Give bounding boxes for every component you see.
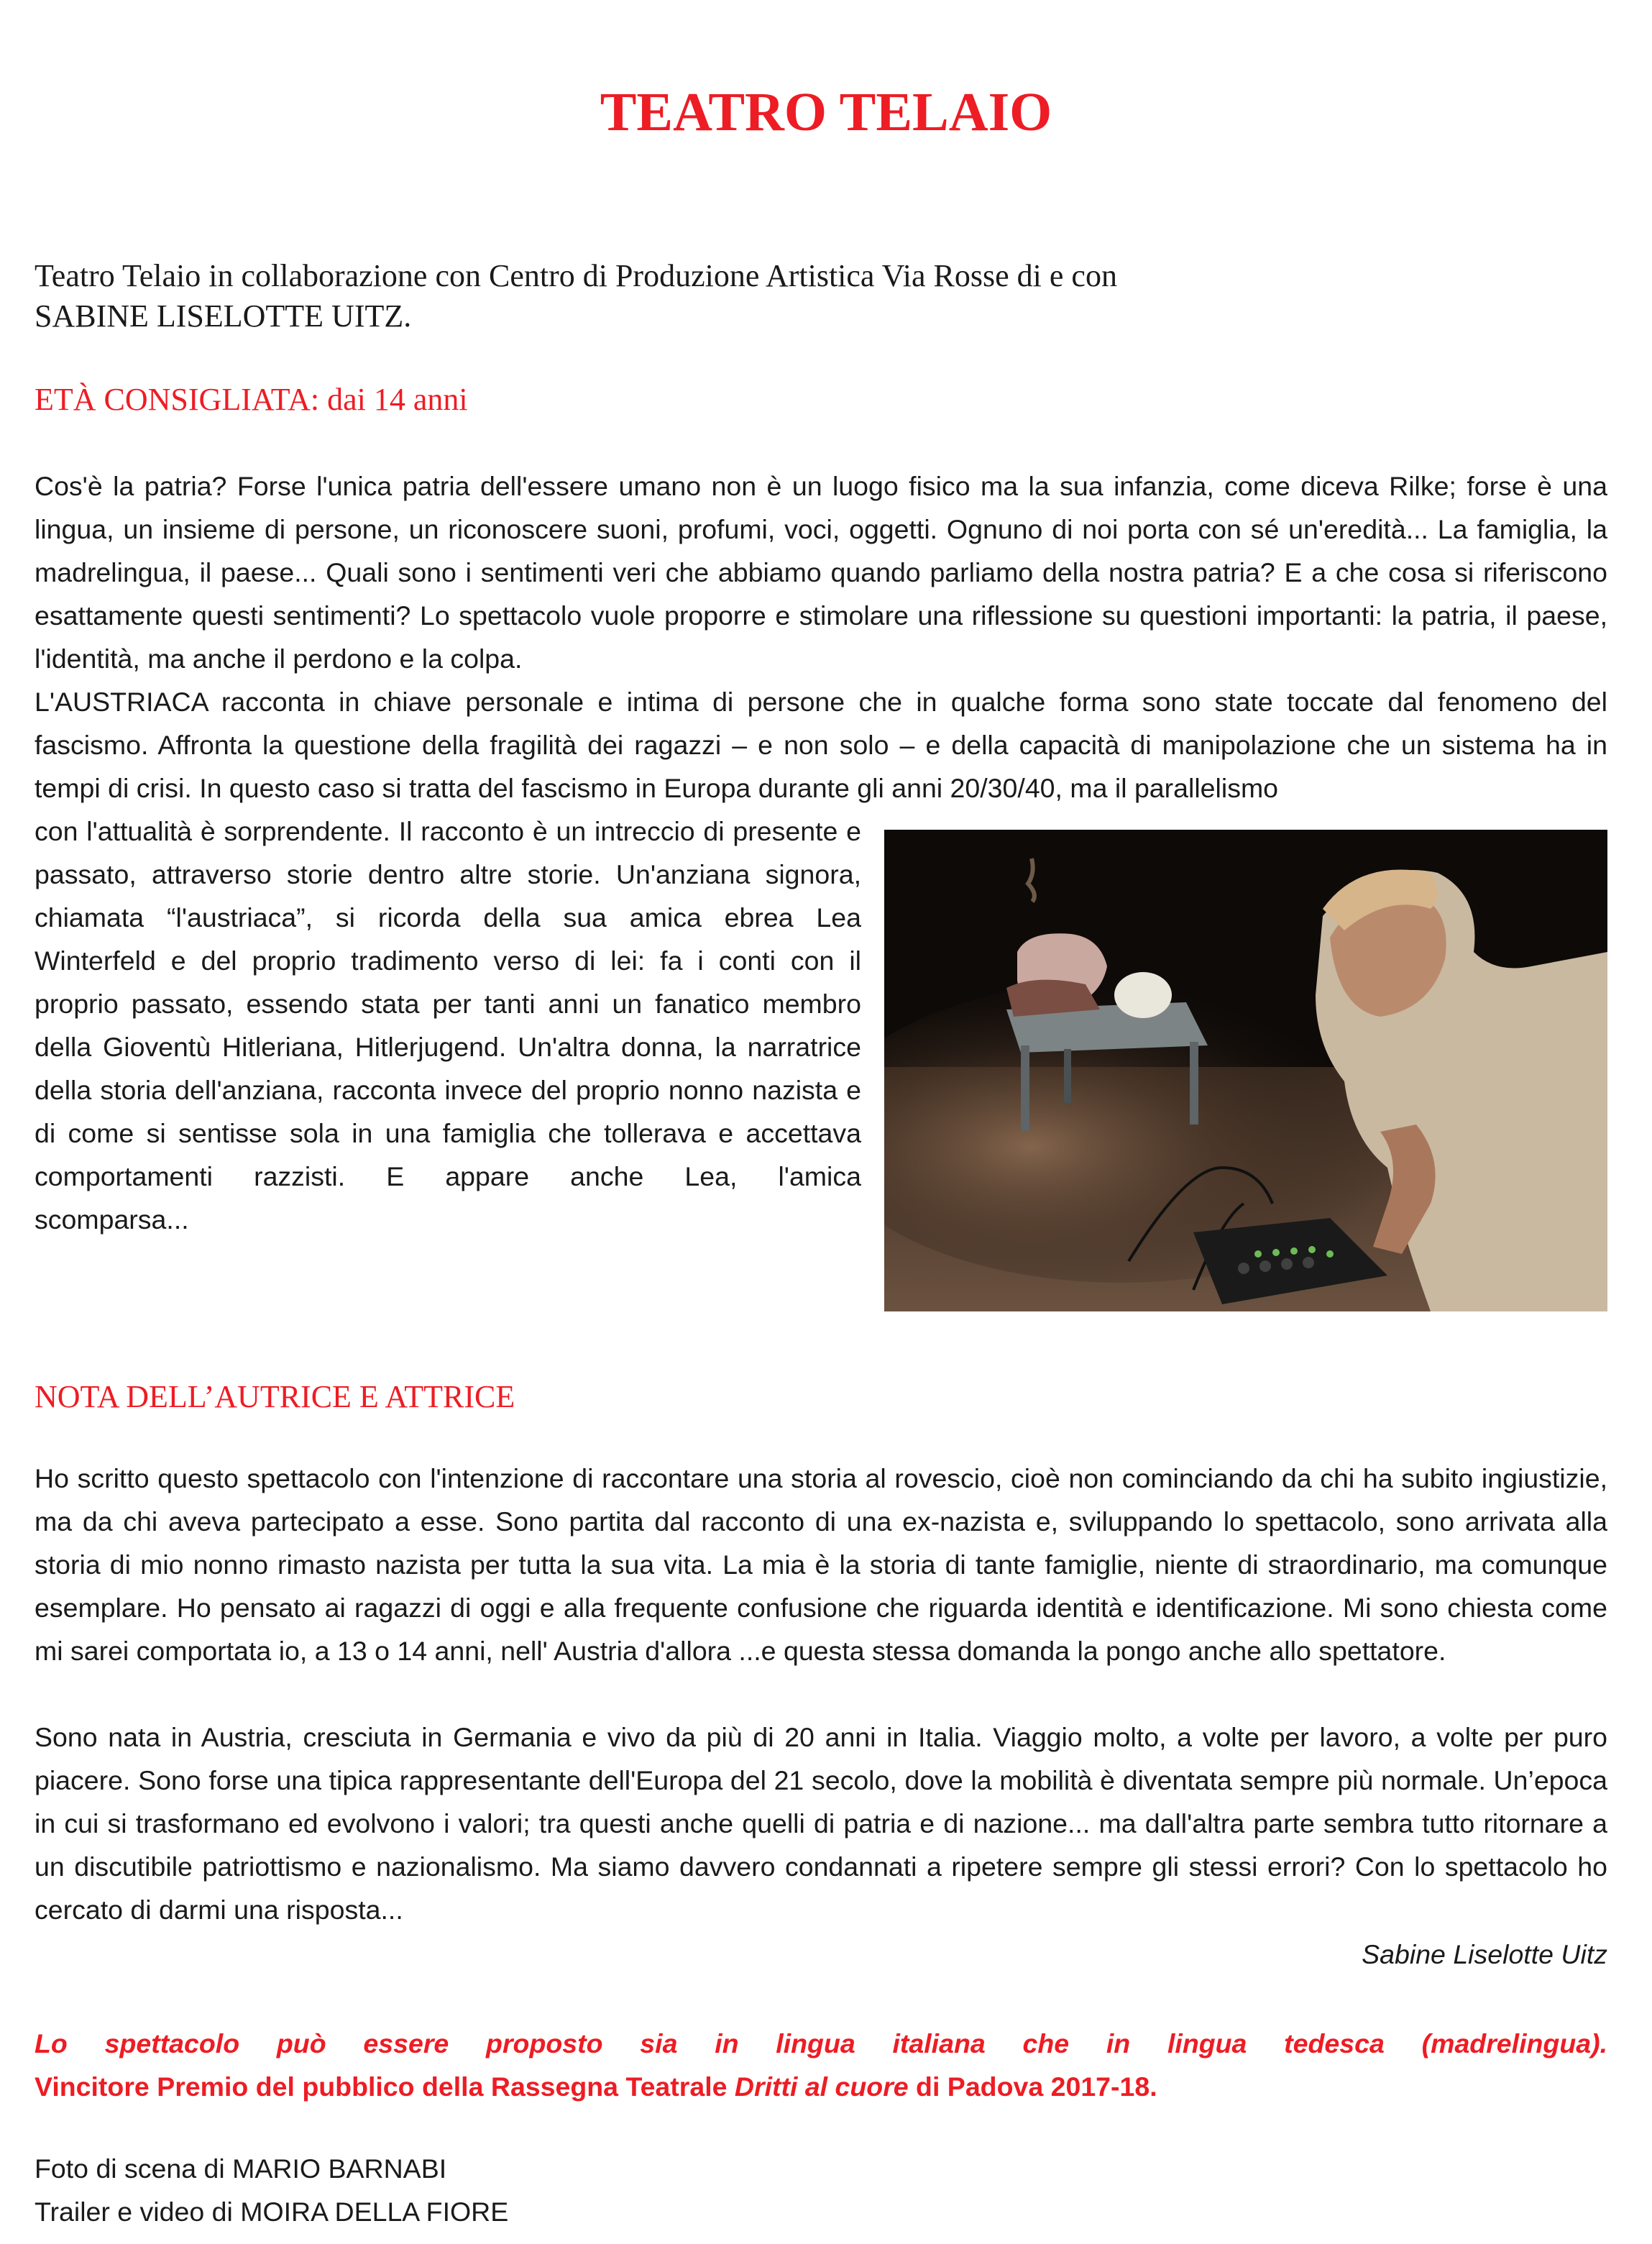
promo-award-festival: Dritti al cuore [734,2071,909,2102]
credits [35,2147,508,2233]
promo-award-line [35,2065,1607,2108]
credit-video: Trailer e video di MOIRA DELLA FIORE [35,2197,509,2227]
paragraph-austriaca: L'AUSTRIACA racconta in chiave personale e intima di persone che in qualche forma sono state toccate dal fenomeno del fascismo. Affronta la questione della fragilità dei ragazzi – e non solo – e della capacità di manipolazione che un sistema ha in tempi di crisi. In questo caso si tratta del fascismo in Europa durante gli anni 20/30/40, ma il parallelismo [35,687,1607,803]
paragraph-patria: Cos'è la patria? Forse l'unica patria dell'essere umano non è un luogo fisico ma la sua infanzia, come diceva Rilke; forse è una lingua, un insieme di persone, un riconoscere suoni, profumi, voci, oggetti. Ognuno di noi porta con sé un'eredità... La famiglia, la madrelingua, il paese... Quali sono i sentimenti veri che abbiamo quando parliamo della nostra patria? E a che cosa si riferiscono esattamente questi sentimenti? Lo spettacolo vuole proporre e stimolare una riflessione su questioni importanti: la patria, il paese, l'identità, ma anche il perdono e la colpa. [35,471,1607,674]
author-signature: Sabine Liselotte Uitz [1362,1939,1607,1969]
stage-photo-illustration [884,830,1607,1311]
nota-heading: NOTA DELL’AUTRICE E ATTRICE [35,1379,515,1414]
stage-photo [884,830,1607,1311]
paragraph-racconto-last-line: scomparsa... [35,1204,189,1235]
age-recommendation: ETÀ CONSIGLIATA: dai 14 anni [35,382,468,417]
nota-paragraph-2: Sono nata in Austria, cresciuta in Germania e vivo da più di 20 anni in Italia. Viaggio molto, a volte per lavoro, a volte per puro piacere. Sono forse una tipica rappresentante dell'Europa del 21 secolo, dove la mobilità è diventata sempre più normale. Un’epoca in cui si trasformano ed evolvono i valori; tra questi anche quelli di patria e di nazione... ma dall'altra parte sembra tutto ritornare a un discutibile patriottismo e nazionalismo. Ma siamo davvero condannati a ripetere sempre gli stessi errori? Con lo spettacolo ho cercato di darmi una risposta... [35,1722,1607,1925]
credit-photo: Foto di scena di MARIO BARNABI [35,2153,447,2184]
nota-paragraph-1: Ho scritto questo spettacolo con l'intenzione di raccontare una storia al rovescio, cioè non cominciando da chi ha subito ingiustizie, ma da chi aveva partecipato a esse. Sono partita dal racconto di una ex-nazista e, sviluppando lo spettacolo, sono arrivata alla storia di mio nonno rimasto nazista per tutta la sua vita. La mia è la storia di tante famiglie, niente di straordinario, ma comunque esemplare. Ho pensato ai ragazzi di oggi e alla frequente confusione che riguarda identità e identificazione. Mi sono chiesta come mi sarei comportata io, a 13 o 14 anni, nell' Austria d'allora ...e questa stessa domanda la pongo anche allo spettatore. [35,1463,1607,1666]
promo-award-place: di Padova 2017-18. [908,2071,1157,2102]
promo-award-text: Vincitore Premio del pubblico della Rassegna Teatrale [35,2071,735,2102]
promo-language-line: Lo spettacolo può essere proposto sia in lingua italiana che in lingua tedesca (madrelingua). [35,2028,1607,2058]
promo-block [35,2022,1607,2108]
page-title: TEATRO TELAIO [600,82,1052,142]
intro-line-1: Teatro Telaio in collaborazione con Centro di Produzione Artistica Via Rosse di e con [35,258,1117,293]
paragraph-racconto [35,810,861,1241]
intro-line-2: SABINE LISELOTTE UITZ. [35,298,412,334]
paragraph-racconto-text: con l'attualità è sorprendente. Il racconto è un intreccio di presente e passato, attraverso storie dentro altre storie. Un'anziana signora, chiamata “l'austriaca”, si ricorda della sua amica ebrea Lea Winterfeld e del proprio tradimento verso di lei: fa i conti con il proprio passato, essendo stata per tanti anni un fanatico membro della Gioventù Hitleriana, Hitlerjugend. Un'altra donna, la narratrice della storia dell'anziana, racconta invece del proprio nonno nazista e di come si sentisse sola in una famiglia che tollerava e accettava comportamenti razzisti. E appare anche Lea, l'amica [35,816,861,1191]
intro-text [35,256,1616,336]
